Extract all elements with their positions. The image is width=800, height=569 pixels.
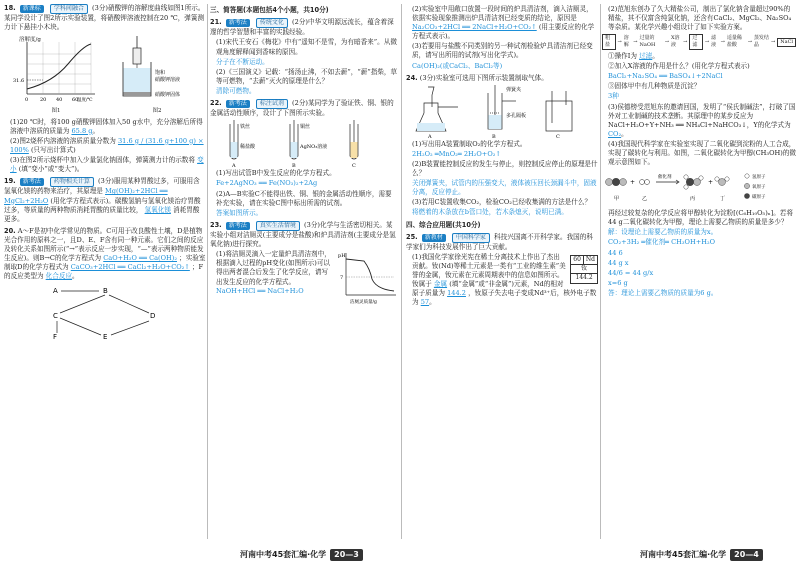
prompt-text: (2)B装置能控制反应的发生与停止，则控制反应停止的原理是什么？	[412, 159, 598, 178]
periodic-cell	[570, 255, 598, 284]
label: C	[556, 133, 560, 139]
process-flow: 粗盐 → 溶解 → 过量的NaOH → X溶液 → 过滤 → 滤液 → 适量稀盐酸 → 蒸发结晶 → NaCl	[602, 34, 796, 50]
label: 稀盐酸	[240, 144, 256, 151]
ph-curve	[346, 259, 394, 291]
sub-question	[216, 68, 398, 86]
question-stem: (3分)化学与生活密切相关。某实验小组对洁厕灵(主要成分是盐酸)和炉具清洁剂(主要成分是氢氧化钠)进行探究。	[210, 220, 396, 249]
tag-badge: 学科间融合	[50, 4, 88, 14]
prompt-text: (4)我国现代科学家在实验室实现了二氧化碳到淀粉的人工合成，实现了碳转化与利用。如图，二氧化碳转化为甲醇(CH₃OH)的微观示意图如下。	[608, 139, 796, 167]
question-stem: (3分)硝酸钾的溶解度曲线如图1所示。某同学设计了图2所示实验装置，将硝酸钾溶液控制在20 ℃，弹簧测力计下悬挂小木块。	[4, 4, 205, 32]
flow-step: 蒸发结晶	[753, 35, 769, 49]
sub-question	[608, 209, 796, 227]
prompt-text: ；F的反应类型为	[4, 263, 204, 281]
column-divider	[401, 4, 402, 539]
prompt-text: ②加入X溶液的作用是什么？(用化学方程式表示)	[608, 62, 750, 71]
question-22	[210, 99, 398, 218]
node-label: A	[53, 287, 58, 296]
prompt-text: (2)范旭东创办了久大精盐公司，制出了氯化钠含量超过90%的精盐，其不仅富含纯氯化钠，还含有CaCl₂、MgCl₂、Na₂SO₄等杂质。某化学兴趣小组设计了如下实验方案。	[608, 5, 792, 32]
answer: 144.2	[447, 289, 466, 298]
answer: 65.8 g	[71, 126, 93, 135]
x-tick: 0	[25, 97, 29, 104]
question-stem: (3分)实验室可选用下图所示装置制取气体。	[419, 73, 548, 82]
prompt-text: (3)侯德榜受范旭东的邀请回国，发明了“侯氏制碱法”，打破了国外对工业制碱的技术垄断。其原理中的某步反应为NaCl+H₂O+Y+NH₃ ══ NH₄Cl+NaHCO₃↓，Y的化学式为	[608, 102, 796, 129]
x-tick: 60	[72, 97, 79, 104]
prompt-text: (1)写出用A装置制取O₂的化学方程式。	[412, 139, 527, 148]
molecule-label: 丁	[720, 196, 726, 203]
flow-step: 过量的NaOH	[639, 35, 656, 49]
solution-line: 解：设理论上需要乙物质的质量为x。	[608, 228, 718, 237]
prompt-text: (2)图2烧杯内溶液的溶质质量分数为	[10, 136, 116, 145]
sub-question	[412, 160, 598, 178]
prompt-text: (1)宋代王安石《梅花》中有“遥知不是雪，为有暗香来”。从微观角度解释闻到香味的原因。	[216, 38, 397, 56]
question-23-cont	[406, 5, 598, 71]
prompt-text: 再经过较复杂的化学反应将甲醇转化为淀粉[(C₆H₁₀O₅)ₙ]。若将44 g二氧化碳转化为甲醇，理论上需要乙物质的质量是多少？	[608, 209, 793, 227]
prompt-text: (1)将洁厕灵滴入一定量炉具清洁剂中，根据滴入过程的pH变化(如图所示)可以得出两者混合后发生了化学反应，请写出发生反应的化学方程式。	[216, 250, 331, 286]
answer: 变小	[10, 155, 204, 174]
relation-diagram	[45, 283, 165, 343]
prompt-text: (填“变小”或“变大”)。	[18, 165, 84, 174]
flow-step: 过滤	[689, 34, 703, 50]
sub-question	[412, 42, 598, 60]
answer: 答案如图所示。	[216, 208, 263, 217]
sub-question: (1)20 ℃时，将100 g硝酸钾固体加入50 g水中，充分溶解后所得溶液中溶质的质量为 65.8 g。	[10, 117, 203, 135]
tag-badge: 真实生活情境	[256, 221, 300, 231]
solution-line: 答：理论上需要乙物质的质量为6 g。	[608, 288, 718, 297]
label: 硝酸钾溶液	[155, 77, 181, 84]
question-number: 23.	[210, 220, 222, 229]
sub-question: ①操作Ⅰ为 过滤。	[608, 52, 659, 61]
question-number: 22.	[210, 99, 222, 108]
column-1	[4, 4, 206, 539]
ph-chart	[336, 249, 398, 305]
prompt-text: 消耗胃酸更多。	[4, 205, 200, 223]
solubility-curve	[13, 34, 99, 104]
prompt-text: (用主要反应的化学方程式表示)。	[412, 23, 595, 41]
flow-step: 滤液	[711, 35, 717, 49]
prompt-text: (1)20 ℃时，将100 g硝酸钾固体加入50 g水中，充分溶解后所得溶液中溶质的质量为	[10, 117, 203, 135]
answer: 氢氧化镁	[144, 205, 171, 214]
sub-question	[608, 62, 796, 71]
y-tick: 7	[340, 275, 344, 282]
x-axis-label: 温度/℃	[77, 98, 93, 104]
solution-line: x=6 g	[608, 278, 628, 287]
solution-line: 44 g x	[608, 258, 629, 267]
footer-title: 河南中考45套汇编·化学	[640, 550, 727, 560]
sub-question	[412, 198, 598, 207]
label: B	[292, 163, 296, 169]
page-footer-right	[640, 545, 763, 565]
prompt-text: ；实验室制取D的化学方程式为	[4, 254, 206, 272]
svg-text:+: +	[708, 179, 714, 187]
answer: Ca(OH)₂(或CaCl₂、BaCl₂等)	[412, 61, 503, 70]
prompt-text: (3)若用C装置收集CO₂，检验CO₂已经收集满的方法是什么？	[412, 198, 592, 207]
label: 铁丝	[240, 124, 251, 131]
prompt-text: (用化学方程式表示)。碳酸氢钠与氢氧化镁治疗胃酸过多，等质量的两种物质消耗胃酸的质量比较，	[4, 196, 201, 214]
tag-badge: 新考法	[20, 178, 44, 186]
answer: 分子在不断运动。	[216, 57, 269, 66]
question-number: 25.	[406, 232, 418, 241]
label: A	[232, 163, 236, 169]
question-stem: A～F是初中化学常见的物质。C可用于改良酸性土壤，D是植物光合作用的原料之一，且D、E、F含有同一种元素。它们之间的反应及转化关系如图所示(“→”表示反应一步实现，“—”表示两种物质能发生反应)。则B→C的化学方程式为	[4, 226, 204, 263]
tag-badge: 新考法	[226, 222, 250, 230]
answer: 将燃着的木条放在b管口处，若木条熄灭，说明已满。	[412, 208, 568, 217]
molecule-label: 甲	[614, 196, 620, 203]
question-stem: 科技兴国离不开科学家。我国的科学家们为科技发展作出了巨大贡献。	[406, 232, 593, 251]
tag-badge: 传统文化	[256, 18, 288, 28]
prompt-text: (只写出计算式)	[30, 145, 76, 154]
question-number: 24.	[406, 73, 418, 82]
tag-badge: 新课标	[20, 5, 44, 13]
question-stem: (2分)某同学为了验证铁、铜、银的金属活动性顺序，设计了下图所示实验。	[210, 99, 394, 118]
label: 硝酸钾固体	[155, 92, 181, 99]
answer: Mg(OH)₂+2HCl ══ MgCl₂+2H₂O	[4, 187, 168, 205]
y-tick: 31.6	[13, 78, 25, 85]
molecule-label: 丙	[690, 196, 696, 203]
figure-2	[117, 34, 197, 115]
y-axis-label: pH	[338, 253, 346, 260]
answer: 金属	[433, 280, 448, 289]
element-name: 钕	[571, 265, 598, 274]
page-footer-left	[240, 545, 363, 565]
beaker-apparatus	[117, 34, 197, 104]
solution-line: 44/6 = 44 g/x	[608, 268, 654, 277]
answer: Na₂CO₃+2HCl ══ 2NaCl+H₂O+CO₂↑	[412, 23, 537, 32]
flow-step: 溶解	[623, 35, 629, 49]
node-label: E	[103, 333, 108, 342]
atomic-mass: 144.2	[571, 274, 598, 283]
question-20: 20. A～F是初中化学常见的物质。C可用于改良酸性土壤，D是植物光合作用的原料之一，且D、E、F含有同一种元素。它们之间的反应及转化关系如图所示(“→”表示反应一步实现，“—”表示两种物质能发生反应)。则B→C的化学方程式为 CaO+H₂O ══ Ca(OH)₂ ；实验室制取D的化学方程式为 CaCO₃+2HCl ══ CaCl₂+H₂O+CO₂↑ ；F的反应类型为 化合反应。 A B C D E F	[4, 226, 206, 342]
label: 饱和	[155, 70, 166, 77]
flow-step: 粗盐	[602, 34, 616, 50]
molecule-diagram	[602, 168, 792, 208]
question-number: 18.	[4, 4, 16, 12]
page-number: 20—4	[730, 549, 763, 560]
question-25	[406, 233, 598, 308]
svg-text:+: +	[630, 179, 636, 187]
question-number: 20.	[4, 226, 16, 235]
question-number: 21.	[210, 18, 222, 27]
flow-step: X溶液	[670, 35, 680, 49]
answer: 2H₂O₂ ═MnO₂═ 2H₂O+O₂↑	[412, 149, 501, 158]
x-axis-label: 洁厕灵质量/g	[350, 300, 377, 306]
figure-caption: 图2	[152, 108, 162, 115]
legend-item: 氧原子	[752, 185, 766, 191]
atomic-number: 60	[571, 255, 584, 264]
sub-question	[216, 169, 398, 178]
question-stem: (2分)中华文明源远流长，蕴含着深邃的哲学智慧和丰富的实践经验。	[210, 18, 394, 37]
prompt-text: (2)A—B实验C不能得出铁、铜、银的金属活动性顺序，需要补充实验，请在实验C图中标出所需的试剂。	[216, 189, 392, 207]
question-stem: (3分)服用某种胃酸过多，可服用含氢氧化镁的药物来治疗，其原理是	[4, 177, 200, 196]
legend-item: 氢原子	[752, 175, 766, 181]
prompt-text: (2)《三国演义》记载：“扬汤止沸，不如去薪”，“薪”指柴，草等可燃物，“去薪”灭火的原理是什么？	[216, 67, 398, 85]
tag-badge: 新教材	[422, 234, 446, 242]
label: AgNO₃溶液	[300, 144, 328, 151]
element-symbol: Nd	[583, 255, 597, 264]
question-21	[210, 18, 398, 96]
page-number: 20—3	[330, 549, 363, 560]
prompt-text: ，钕原子失去电子变成Nd³⁺后，核外电子数为	[412, 289, 597, 307]
prompt-text: ①操作Ⅰ为	[608, 52, 637, 61]
answer: 关闭弹簧夹，试管内的压强变大，液体被压回长颈漏斗中，固液分离，反应停止。	[412, 179, 597, 197]
section-title: 四、综合应用题(共10分)	[406, 220, 481, 229]
prompt-text: ③固体甲中有几种物质是沉淀？	[608, 82, 701, 91]
sub-question	[216, 38, 398, 56]
answer: CO₂	[608, 129, 622, 138]
sub-question	[216, 190, 398, 208]
tag-badge: 新考法	[226, 19, 250, 27]
label: 多孔隔板	[506, 112, 527, 119]
figure-row	[4, 34, 206, 115]
sub-question	[216, 250, 333, 295]
answer: 清除可燃物。	[216, 86, 256, 95]
solution-line: 44 6	[608, 248, 623, 257]
section-title: 三、简答题(本题包括4个小题，共10分)	[210, 6, 329, 14]
answer: 31.6 g / (31.6 g+100 g) × 100%	[10, 136, 204, 154]
sub-question	[10, 156, 206, 174]
flow-step: 适量稀盐酸	[726, 35, 742, 49]
prompt-text: (填“金属”或“非金属”)元素，Nd的相对原子质量为	[412, 280, 564, 298]
molecule-label: 乙	[642, 196, 648, 203]
legend-item: 碳原子	[752, 195, 766, 201]
sub-question	[608, 82, 796, 91]
question-24	[406, 74, 598, 218]
x-tick: 40	[56, 97, 63, 104]
solution-line: CO₂+3H₂ ═催化剂═ CH₃OH+H₂O	[608, 238, 716, 247]
tag-badge: 新考法	[226, 100, 250, 108]
sub-question	[608, 5, 796, 32]
node-label: F	[53, 333, 58, 342]
figure-1	[13, 34, 99, 115]
prompt-text: (1)写出试管B中发生反应的化学方程式。	[216, 169, 336, 178]
answer: CaO+H₂O ══ Ca(OH)₂	[103, 254, 177, 263]
test-tube-figure	[210, 118, 390, 168]
question-18	[4, 4, 206, 174]
column-2	[210, 4, 398, 539]
node-label: C	[53, 312, 58, 321]
sub-row	[210, 249, 398, 305]
apparatus-figure	[406, 83, 596, 139]
label: C	[352, 163, 356, 169]
tag-badge: 中国科学家	[452, 233, 490, 243]
flow-step: NaCl	[777, 38, 796, 47]
tag-badge: 药物相关计算	[50, 177, 94, 187]
answer: 过滤	[639, 52, 653, 61]
tag-badge: 标注试剂	[256, 99, 288, 109]
question-23	[210, 221, 398, 305]
sub-question	[412, 5, 598, 41]
catalyst-label: 催化剂	[658, 175, 672, 181]
sub-question	[412, 140, 598, 149]
answer: CaCO₃+2HCl ══ CaCl₂+H₂O+CO₂↑	[70, 263, 190, 272]
sub-question: (3)侯德榜受范旭东的邀请回国，发明了“侯氏制碱法”，打破了国外对工业制碱的技术垄断。其原理中的某步反应为NaCl+H₂O+Y+NH₃ ══ NH₄Cl+NaHCO₃↓，Y的化学式为 CO₂。	[608, 102, 796, 138]
footer-title: 河南中考45套汇编·化学	[240, 550, 327, 560]
answer: NaOH+HCl ══ NaCl+H₂O	[216, 286, 304, 295]
y-axis-label: 溶解度/g	[19, 37, 41, 44]
prompt-text: (2)实验室中用敞口放置一段时间的炉具清洁剂，滴入洁厕灵，依据实验现象推测出炉具清洁剂已经变质的结论，原因是	[412, 5, 593, 23]
answer: 3种	[608, 92, 619, 101]
label: B	[492, 133, 496, 139]
prompt-text: (3)在图2所示烧杯中加入少量氯化钠固体，弹簧测力计的示数将	[10, 155, 195, 164]
answer: Fe+2AgNO₃ ══ Fe(NO₃)₂+2Ag	[216, 179, 318, 188]
column-4	[602, 4, 796, 539]
label: A	[428, 133, 432, 139]
column-divider	[207, 4, 208, 539]
answer: BaCl₂+Na₂SO₄ ══ BaSO₄↓+2NaCl	[608, 72, 723, 81]
sub-question	[608, 140, 796, 167]
label: 弹簧夹	[506, 86, 522, 93]
label: 铜丝	[300, 124, 311, 131]
column-divider	[600, 4, 601, 539]
column-3	[406, 4, 598, 539]
node-label: B	[103, 287, 108, 296]
prompt-text: (3)若要用与盐酸不同类别的另一种试剂检验炉具清洁剂已经变质，请写出所用的试剂(写出化学式)。	[412, 42, 593, 60]
question-19	[4, 177, 206, 224]
x-tick: 20	[40, 97, 47, 104]
sub-question	[10, 137, 206, 155]
prompt-text: (1)我国化学家徐光宪在稀土分离技术上作出了杰出贡献。钕(Nd)等稀土元素是一类有“工业的维生素”美誉的金属，钕元素在元素周期表中的信息如图所示。钕属于	[412, 252, 566, 289]
answer: 57	[420, 298, 430, 307]
node-label: D	[150, 312, 156, 321]
sub-question: 60 Nd 钕 144.2 (1)我国化学家徐光宪在稀土分离技术上作出了杰出贡献。钕(Nd)等稀土元素是一类有“工业的维生素”美誉的金属，钕元素在元素周期表中的信息如图所示。钕属于 金属 (填“金属”或“非金属”)元素，Nd的相对原子质量为 144.2 ，钕原子失去电子变成Nd³⁺后，核外电子数为 57。	[412, 252, 597, 307]
answer: 化合反应	[45, 272, 73, 281]
question-number: 19.	[4, 177, 16, 186]
figure-caption: 图1	[51, 108, 61, 115]
